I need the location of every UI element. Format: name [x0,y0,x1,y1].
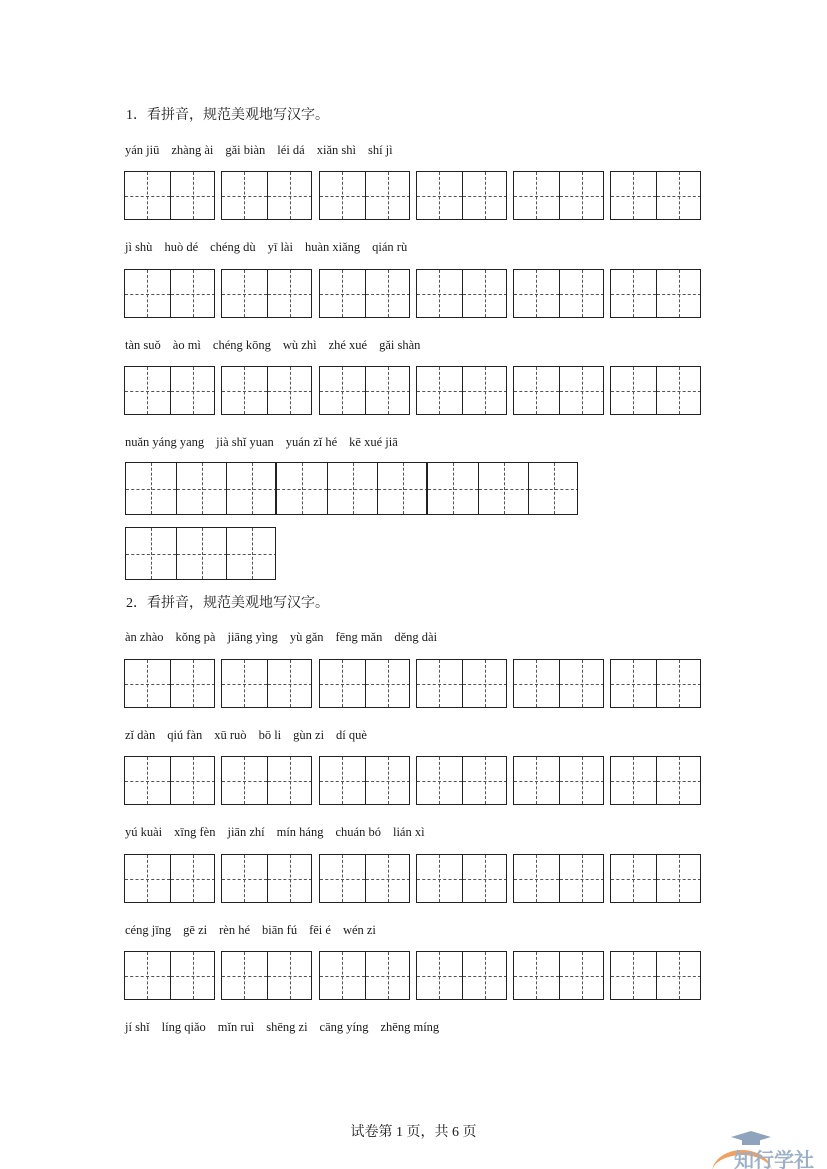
tian-grid-cell [462,172,508,219]
pinyin-word: dí què [336,728,367,742]
writing-box[interactable] [125,527,276,580]
pinyin-word: kē xué jiā [349,435,398,449]
tian-grid-cell [226,528,276,579]
tian-grid-cell [222,855,267,902]
tian-grid-cell [170,172,216,219]
tian-grid-cell [528,463,578,514]
tian-grid-cell [320,952,365,999]
tian-grid-cell [170,660,216,707]
tian-grid-cell [611,367,656,414]
tian-grid-cell [267,660,313,707]
writing-box[interactable] [610,659,701,708]
writing-box[interactable] [513,756,604,805]
pinyin-word: fēi é [309,923,331,937]
tian-grid-cell [125,757,170,804]
writing-box[interactable] [276,462,427,515]
pinyin-word: àn zhào [125,630,164,644]
pinyin-word: yuán zǐ hé [285,435,338,449]
writing-box[interactable] [513,269,604,318]
tian-grid-cell [267,757,313,804]
tian-grid-cell [267,172,313,219]
writing-box[interactable] [125,462,276,515]
pinyin-word: xīng fèn [174,825,216,839]
pinyin-row [125,629,449,645]
pinyin-word: nuǎn yáng yang [125,435,205,449]
pinyin-row [125,727,379,743]
tian-grid-cell [125,172,170,219]
pinyin-word: tàn suǒ [125,338,161,352]
pinyin-word: qián rù [372,240,408,254]
tian-grid-cell [320,757,365,804]
writing-box[interactable] [319,756,410,805]
writing-box[interactable] [124,171,215,220]
tian-grid-cell [365,270,411,317]
logo-text: 知行学社 [734,1148,814,1169]
writing-box[interactable] [221,269,312,318]
pinyin-row [125,239,419,255]
pinyin-word: rèn hé [219,923,251,937]
pinyin-word: céng jīng [125,923,172,937]
writing-box[interactable] [610,854,701,903]
writing-box[interactable] [513,951,604,1000]
tian-grid-cell [478,463,529,514]
tian-grid-cell [170,270,216,317]
writing-grid-row [124,171,704,221]
pinyin-word: jiāng yìng [227,630,278,644]
pinyin-word: chuán bó [335,825,381,839]
writing-box[interactable] [319,854,410,903]
pinyin-word: zhé xué [328,338,368,352]
tian-grid-cell [611,270,656,317]
writing-grid-row-large [125,462,578,515]
tian-grid-cell [320,855,365,902]
tian-grid-cell [428,463,478,514]
tian-grid-cell [170,757,216,804]
writing-box[interactable] [513,171,604,220]
pinyin-word: ào mì [172,338,201,352]
writing-box[interactable] [319,171,410,220]
tian-grid-cell [365,660,411,707]
tian-grid-cell [514,172,559,219]
question-1-title: 1．看拼音，规范美观地写汉字。 [126,108,329,123]
tian-grid-cell [222,660,267,707]
writing-box[interactable] [319,659,410,708]
tian-grid-cell [320,367,365,414]
writing-box[interactable] [124,269,215,318]
tian-grid-cell [365,952,411,999]
tian-grid-cell [559,952,605,999]
writing-box[interactable] [221,951,312,1000]
tian-grid-cell [559,855,605,902]
pinyin-word: shí jì [367,143,393,157]
writing-grid-row [124,951,704,1001]
tian-grid-cell [267,855,313,902]
tian-grid-cell [559,367,605,414]
writing-box[interactable] [416,854,507,903]
pinyin-word: bō li [258,728,282,742]
writing-box[interactable] [221,659,312,708]
tian-grid-cell [125,270,170,317]
tian-grid-cell [559,757,605,804]
tian-grid-cell [176,463,227,514]
pinyin-row [125,434,410,450]
tian-grid-cell [514,855,559,902]
tian-grid-cell [514,270,559,317]
pinyin-row [125,337,432,353]
writing-box[interactable] [124,951,215,1000]
writing-box[interactable] [610,366,701,415]
writing-grid-row [124,269,704,319]
tian-grid-cell [656,367,702,414]
tian-grid-cell [320,270,365,317]
pinyin-word: zǐ dàn [125,728,156,742]
tian-grid-cell [222,757,267,804]
pinyin-row [125,142,405,158]
tian-grid-cell [365,367,411,414]
tian-grid-cell [365,757,411,804]
pinyin-word: yù gǎn [289,630,324,644]
pinyin-word: lián xì [392,825,425,839]
pinyin-word: yú kuài [125,825,163,839]
tian-grid-cell [267,952,313,999]
tian-grid-cell [656,172,702,219]
tian-grid-cell [514,757,559,804]
writing-box[interactable] [416,366,507,415]
pinyin-word: zhēng míng [380,1020,440,1034]
pinyin-word: biān fú [262,923,298,937]
tian-grid-cell [611,952,656,999]
pinyin-word: jì shù [125,240,153,254]
writing-box[interactable] [221,366,312,415]
writing-box[interactable] [416,269,507,318]
writing-box[interactable] [124,659,215,708]
page-footer: 试卷第 1 页，共 6 页 [350,1125,477,1140]
tian-grid-cell [611,855,656,902]
tian-grid-cell [656,855,702,902]
tian-grid-cell [267,367,313,414]
question-2-title: 2．看拼音，规范美观地写汉字。 [126,596,329,611]
writing-grid-row [124,756,704,806]
writing-box[interactable] [610,171,701,220]
pinyin-word: jí shǐ [125,1020,150,1034]
tian-grid-cell [125,952,170,999]
writing-box[interactable] [416,756,507,805]
tian-grid-cell [656,270,702,317]
logo [712,1128,827,1169]
pinyin-word: xū ruò [214,728,247,742]
tian-grid-cell [514,660,559,707]
writing-box[interactable] [610,756,701,805]
writing-box[interactable] [427,462,578,515]
tian-grid-cell [462,367,508,414]
writing-box[interactable] [319,366,410,415]
pinyin-word: yī lài [267,240,293,254]
pinyin-word: chéng dù [210,240,256,254]
tian-grid-cell [320,660,365,707]
tian-grid-cell [222,172,267,219]
writing-box[interactable] [221,854,312,903]
tian-grid-cell [559,660,605,707]
pinyin-word: jiān zhí [227,825,265,839]
pinyin-word: gǎi shàn [379,338,421,352]
tian-grid-cell [656,952,702,999]
tian-grid-cell [462,660,508,707]
writing-box[interactable] [124,756,215,805]
tian-grid-cell [365,855,411,902]
tian-grid-cell [365,172,411,219]
tian-grid-cell [125,855,170,902]
writing-box[interactable] [221,171,312,220]
tian-grid-cell [125,367,170,414]
tian-grid-cell [462,952,508,999]
tian-grid-cell [417,757,462,804]
pinyin-word: huò dé [164,240,199,254]
pinyin-word: cāng yíng [319,1020,369,1034]
tian-grid-cell [611,660,656,707]
writing-box[interactable] [124,366,215,415]
writing-box[interactable] [416,171,507,220]
tian-grid-cell [170,952,216,999]
tian-grid-cell [222,952,267,999]
pinyin-word: zhàng ài [171,143,214,157]
pinyin-word: qiú fàn [167,728,203,742]
tian-grid-cell [514,952,559,999]
pinyin-word: chéng kōng [212,338,271,352]
writing-box[interactable] [513,659,604,708]
pinyin-word: gǎi biàn [225,143,266,157]
tian-grid-cell [222,367,267,414]
pinyin-word: kǒng pà [175,630,216,644]
writing-box[interactable] [319,951,410,1000]
tian-grid-cell [462,855,508,902]
pinyin-word: mǐn ruì [217,1020,255,1034]
pinyin-row [125,824,437,840]
writing-box[interactable] [416,951,507,1000]
pinyin-row [125,922,388,938]
tian-grid-cell [327,463,378,514]
tian-grid-cell [267,270,313,317]
tian-grid-cell [462,757,508,804]
writing-grid-row [124,366,704,416]
tian-grid-cell [226,463,276,514]
pinyin-word: gùn zi [293,728,325,742]
tian-grid-cell [126,463,176,514]
tian-grid-cell [125,660,170,707]
pinyin-word: mín háng [276,825,324,839]
tian-grid-cell [126,528,176,579]
tian-grid-cell [559,270,605,317]
tian-grid-cell [611,172,656,219]
tian-grid-cell [417,660,462,707]
tian-grid-cell [277,463,327,514]
pinyin-word: jià shǐ yuan [216,435,274,449]
writing-box[interactable] [610,269,701,318]
writing-box[interactable] [513,366,604,415]
tian-grid-cell [170,367,216,414]
tian-grid-cell [170,855,216,902]
writing-grid-row [124,659,704,709]
pinyin-word: xiǎn shì [316,143,356,157]
tian-grid-cell [320,172,365,219]
writing-box[interactable] [221,756,312,805]
tian-grid-cell [222,270,267,317]
tian-grid-cell [377,463,427,514]
pinyin-word: yán jiū [125,143,160,157]
tian-grid-cell [611,757,656,804]
pinyin-word: wén zi [342,923,376,937]
writing-box[interactable] [319,269,410,318]
writing-grid-row-large [125,527,276,580]
pinyin-word: gē zi [183,923,208,937]
tian-grid-cell [417,172,462,219]
tian-grid-cell [176,528,227,579]
writing-box[interactable] [416,659,507,708]
writing-box[interactable] [610,951,701,1000]
writing-box[interactable] [513,854,604,903]
pinyin-word: léi dá [277,143,305,157]
pinyin-word: děng dài [394,630,438,644]
tian-grid-cell [559,172,605,219]
tian-grid-cell [417,270,462,317]
tian-grid-cell [656,660,702,707]
tian-grid-cell [514,367,559,414]
tian-grid-cell [462,270,508,317]
tian-grid-cell [656,757,702,804]
pinyin-word: huàn xiǎng [304,240,361,254]
writing-grid-row [124,854,704,904]
tian-grid-cell [417,367,462,414]
writing-box[interactable] [124,854,215,903]
tian-grid-cell [417,855,462,902]
pinyin-word: líng qiǎo [161,1020,206,1034]
pinyin-word: wù zhì [282,338,317,352]
pinyin-word: fēng mǎn [335,630,383,644]
pinyin-row [125,1019,451,1035]
pinyin-word: shēng zi [266,1020,308,1034]
tian-grid-cell [417,952,462,999]
